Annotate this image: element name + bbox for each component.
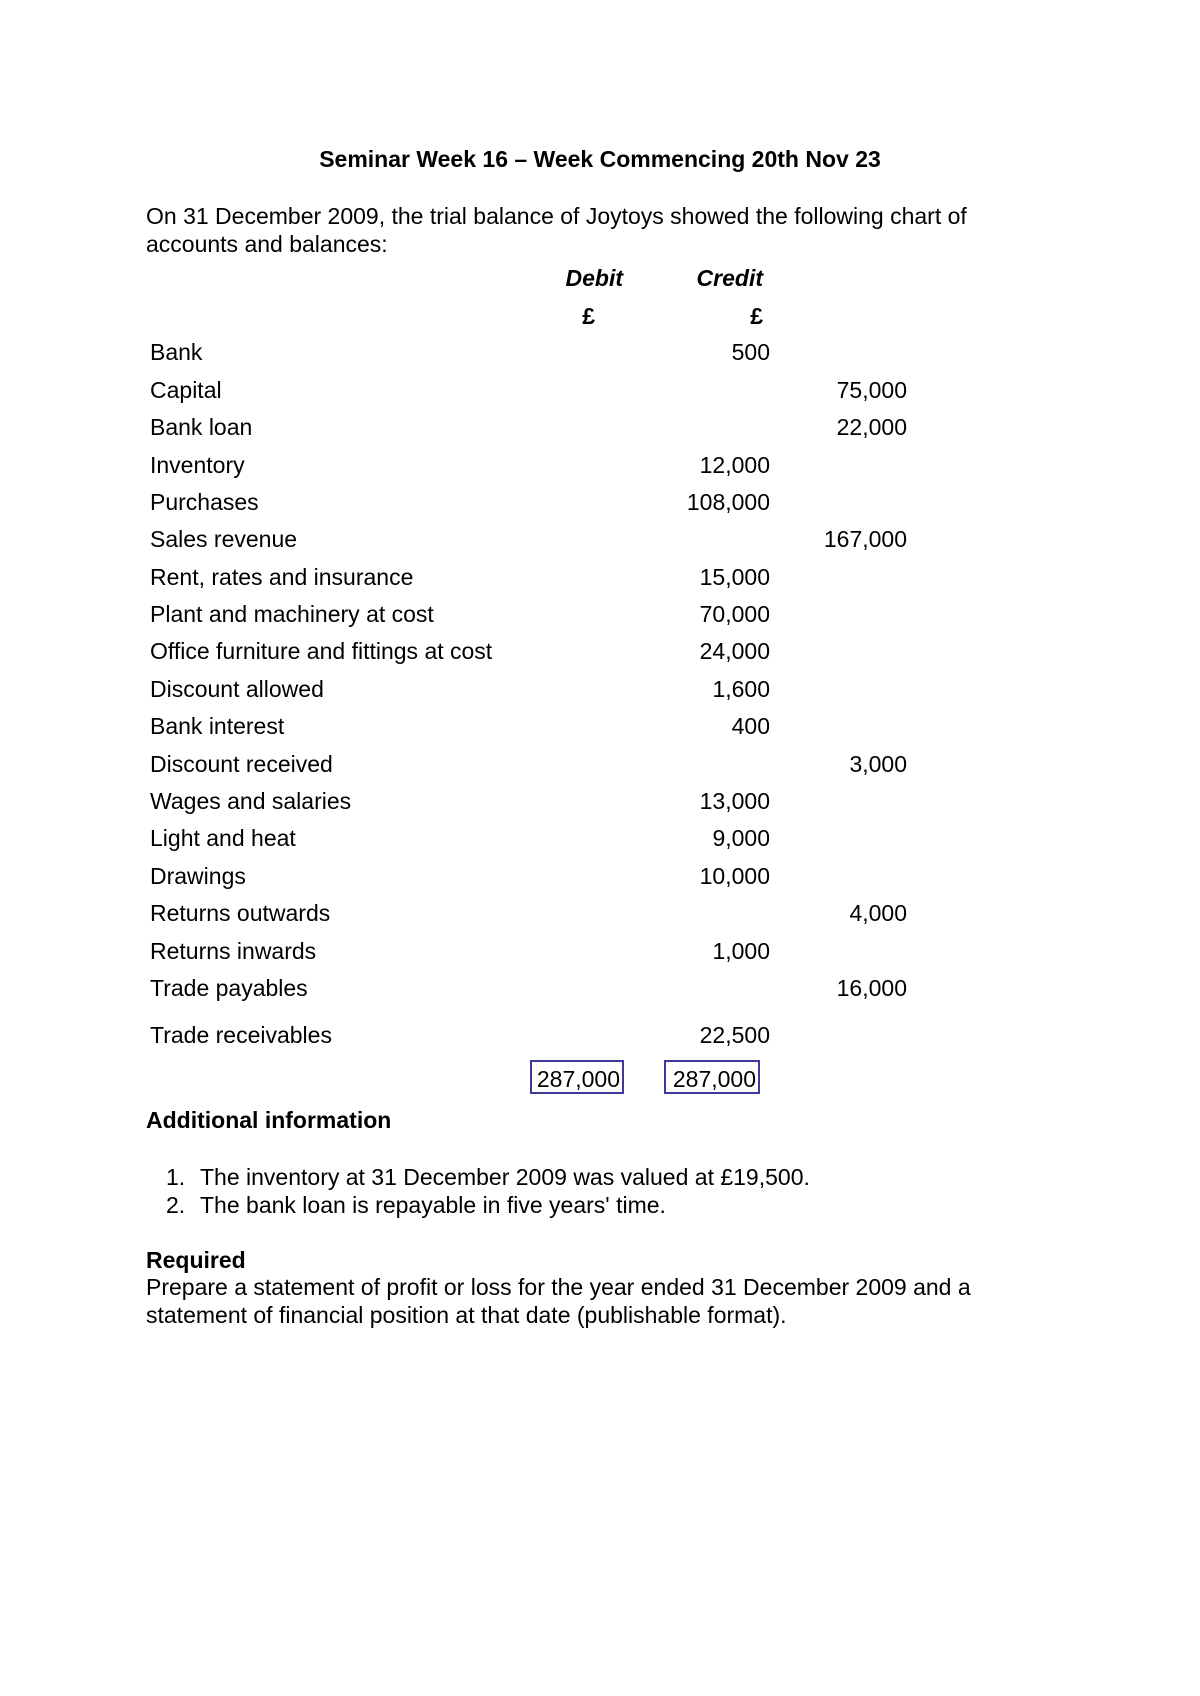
table-row [150, 938, 770, 968]
debit-amount: 13,000 [699, 788, 770, 814]
table-row [150, 1022, 770, 1052]
credit-amount: 16,000 [836, 975, 907, 1001]
account-name: Discount received [150, 751, 333, 777]
list-item [166, 1163, 810, 1191]
table-row [150, 452, 770, 482]
page-title: Seminar Week 16 – Week Commencing 20th Nov 23 [319, 146, 881, 172]
account-name: Drawings [150, 863, 246, 889]
debit-amount: 1,600 [712, 676, 770, 702]
debit-column-header: Debit [565, 265, 623, 291]
debit-amount: 1,000 [712, 938, 770, 964]
required-heading: Required [146, 1247, 246, 1273]
account-name: Trade payables [150, 975, 308, 1001]
table-row [150, 863, 770, 893]
list-item [166, 1191, 666, 1219]
table-row [150, 825, 770, 855]
account-name: Office furniture and fittings at cost [150, 638, 493, 664]
table-row [150, 638, 770, 668]
account-name: Wages and salaries [150, 788, 352, 814]
account-name: Bank [150, 339, 203, 365]
account-name: Sales revenue [150, 526, 298, 552]
credit-amount: 4,000 [849, 900, 907, 926]
list-item-number: 2. [166, 1192, 186, 1218]
credit-amount: 167,000 [823, 526, 907, 552]
debit-amount: 15,000 [699, 564, 770, 590]
debit-amount: 500 [731, 339, 770, 365]
account-name: Bank loan [150, 414, 253, 440]
debit-amount: 22,500 [699, 1022, 770, 1048]
account-name: Returns inwards [150, 938, 317, 964]
account-name: Returns outwards [150, 900, 331, 926]
account-name: Light and heat [150, 825, 296, 851]
table-row [150, 489, 770, 519]
debit-amount: 108,000 [686, 489, 770, 515]
table-row [150, 676, 770, 706]
credit-column-header: Credit [696, 265, 763, 291]
table-row [150, 377, 907, 407]
account-name: Capital [150, 377, 222, 403]
credit-total: 287,000 [664, 1060, 760, 1094]
account-name: Purchases [150, 489, 259, 515]
table-row [150, 526, 907, 556]
debit-amount: 10,000 [699, 863, 770, 889]
account-name: Rent, rates and insurance [150, 564, 414, 590]
list-item-text: The bank loan is repayable in five years' time. [200, 1192, 666, 1218]
list-item-text: The inventory at 31 December 2009 was valued at £19,500. [200, 1164, 810, 1190]
table-row [150, 564, 770, 594]
credit-currency-header: £ [750, 303, 763, 329]
list-item-number: 1. [166, 1164, 186, 1190]
account-name: Discount allowed [150, 676, 324, 702]
table-row [150, 751, 907, 781]
debit-currency-header: £ [582, 303, 595, 329]
required-paragraph: Prepare a statement of profit or loss for the year ended 31 December 2009 and a statement of financial position at that date (publishable format). [146, 1274, 971, 1328]
credit-amount: 22,000 [836, 414, 907, 440]
account-name: Trade receivables [150, 1022, 332, 1048]
debit-amount: 24,000 [699, 638, 770, 664]
debit-amount: 400 [731, 713, 770, 739]
account-name: Bank interest [150, 713, 285, 739]
table-row [150, 414, 907, 444]
debit-amount: 9,000 [712, 825, 770, 851]
table-row [150, 713, 770, 743]
debit-amount: 12,000 [699, 452, 770, 478]
table-row [150, 339, 770, 369]
credit-amount: 3,000 [849, 751, 907, 777]
additional-info-heading: Additional information [146, 1107, 392, 1133]
credit-amount: 75,000 [836, 377, 907, 403]
account-name: Plant and machinery at cost [150, 601, 434, 627]
intro-paragraph: On 31 December 2009, the trial balance of Joytoys showed the following chart of accounts and balances: [146, 203, 967, 257]
debit-amount: 70,000 [699, 601, 770, 627]
debit-total: 287,000 [530, 1060, 624, 1094]
table-row [150, 975, 907, 1005]
account-name: Inventory [150, 452, 245, 478]
table-row [150, 788, 770, 818]
table-row [150, 601, 770, 631]
table-row [150, 900, 907, 930]
